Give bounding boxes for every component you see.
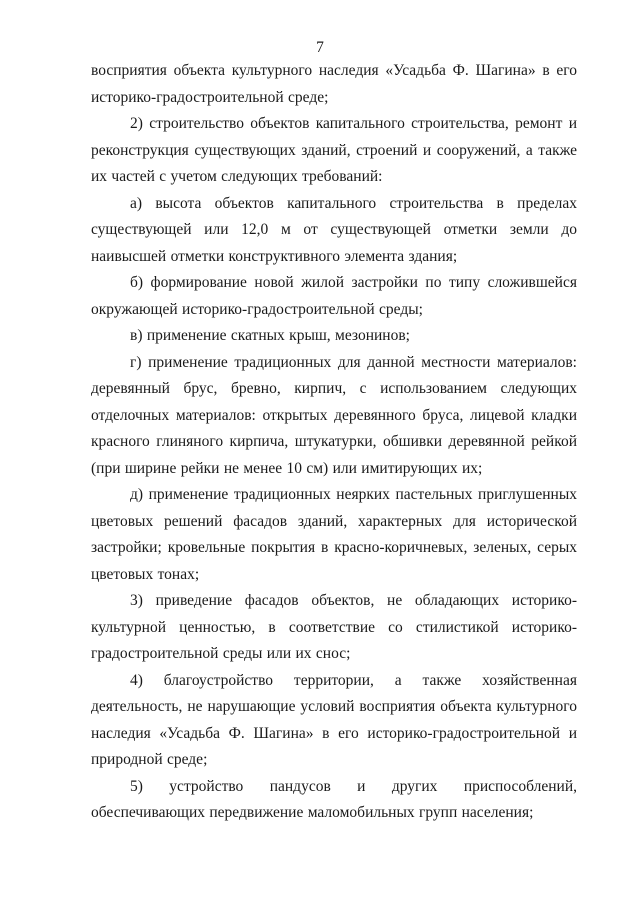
paragraph-item-2a: а) высота объектов капитального строительства в пределах существующей или 12,0 м от существующей отметки земли до наивысшей отметки конструктивного элемента здания; [91,194,577,265]
paragraph-item-4: 4) благоустройство территории, а также хозяйственная деятельность, не нарушающие условий восприятия объекта культурного наследия «Усадьба Ф. Шагина» в его историко-градостроительной и природной среде; [91,671,577,768]
paragraph-item-2g: г) применение традиционных для данной местности материалов: деревянный брус, бревно, кирпич, с использованием следующих отделочных материалов: открытых деревянного бруса, лицевой кладки красного глиняного кирпича, штукатурки, обшивки деревянной рейкой (при ширине рейки не менее 10 см) или имитирующих их; [91,353,577,477]
paragraph-continuation: восприятия объекта культурного наследия «Усадьба Ф. Шагина» в его историко-градостроительной среде; [91,62,577,106]
paragraph-item-2b: б) формирование новой жилой застройки по типу сложившейся окружающей историко-градостроительной среды; [91,274,577,318]
paragraph-item-2: 2) строительство объектов капитального строительства, ремонт и реконструкция существующих зданий, строений и сооружений, а также их частей с учетом следующих требований: [91,115,577,185]
paragraph-item-5: 5) устройство пандусов и других приспособлений, обеспечивающих передвижение маломобильных групп населения; [91,777,577,821]
page-number: 7 [316,39,324,56]
paragraph-item-3: 3) приведение фасадов объектов, не обладающих историко-культурной ценностью, в соответствие со стилистикой историко-градостроительной среды или их снос; [91,592,577,662]
paragraph-item-2d: д) применение традиционных неярких пастельных приглушенных цветовых решений фасадов зданий, характерных для исторической застройки; кровельные покрытия в красно-коричневых, зеленых, серых цветовых тонах; [91,486,577,583]
paragraph-item-2v: в) применение скатных крыш, мезонинов; [130,327,410,344]
document-body [91,58,577,827]
